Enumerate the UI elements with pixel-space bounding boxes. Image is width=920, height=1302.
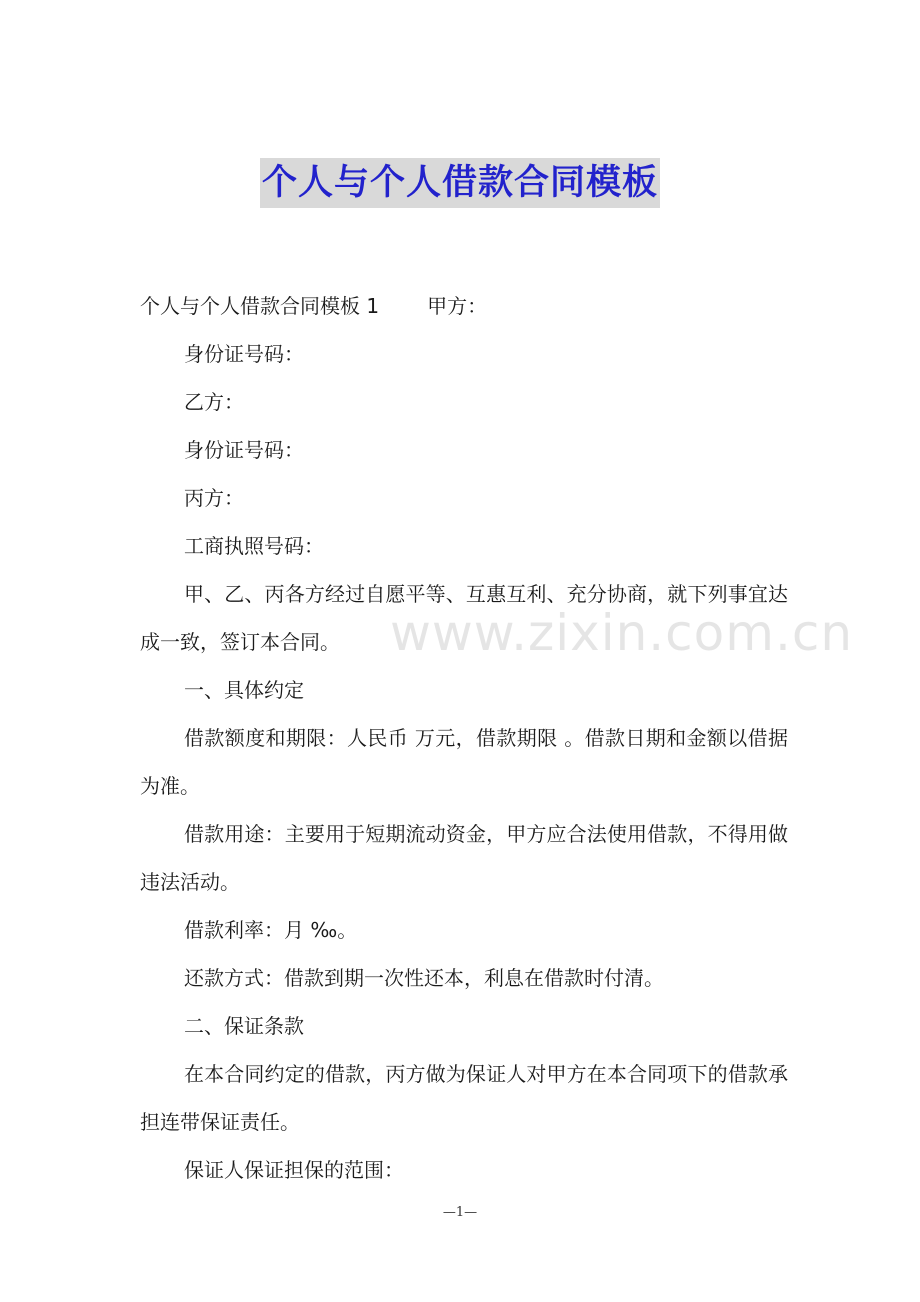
document-title: 个人与个人借款合同模板 xyxy=(260,158,660,208)
paragraph-agreement-intro: 甲、乙、丙各方经过自愿平等、互惠互利、充分协商，就下列事宜达成一致，签订本合同。 xyxy=(140,582,788,654)
section-heading-1: 一、具体约定 xyxy=(184,678,304,702)
paragraph-loan-purpose: 借款用途：主要用于短期流动资金，甲方应合法使用借款，不得用做违法活动。 xyxy=(140,822,788,894)
paragraph-party-b: 乙方： xyxy=(184,390,244,414)
page-number: —1— xyxy=(442,1205,478,1220)
watermark: www.zixin.com.cn xyxy=(390,604,854,662)
document-body xyxy=(140,282,788,1194)
section-heading: 个人与个人借款合同模板 1 xyxy=(140,294,380,318)
party-a-label: 甲方： xyxy=(427,294,488,318)
paragraph-guarantee: 在本合同约定的借款，丙方做为保证人对甲方在本合同项下的借款承担连带保证责任。 xyxy=(140,1062,788,1134)
paragraph-business-license: 工商执照号码： xyxy=(184,534,324,558)
paragraph-party-c: 丙方： xyxy=(184,486,244,510)
title-container xyxy=(0,158,920,208)
paragraph-guarantee-scope: 保证人保证担保的范围： xyxy=(184,1158,404,1182)
section-heading-2: 二、保证条款 xyxy=(184,1014,304,1038)
paragraph-id-number-a: 身份证号码： xyxy=(184,342,304,366)
paragraph-id-number-b: 身份证号码： xyxy=(184,438,304,462)
paragraph-interest-rate: 借款利率：月 ‰。 xyxy=(184,918,358,942)
paragraph-loan-amount: 借款额度和期限：人民币 万元，借款期限 。借款日期和金额以借据为准。 xyxy=(140,726,788,798)
paragraph-repayment: 还款方式：借款到期一次性还本，利息在借款时付清。 xyxy=(184,966,664,990)
first-line xyxy=(140,282,788,330)
